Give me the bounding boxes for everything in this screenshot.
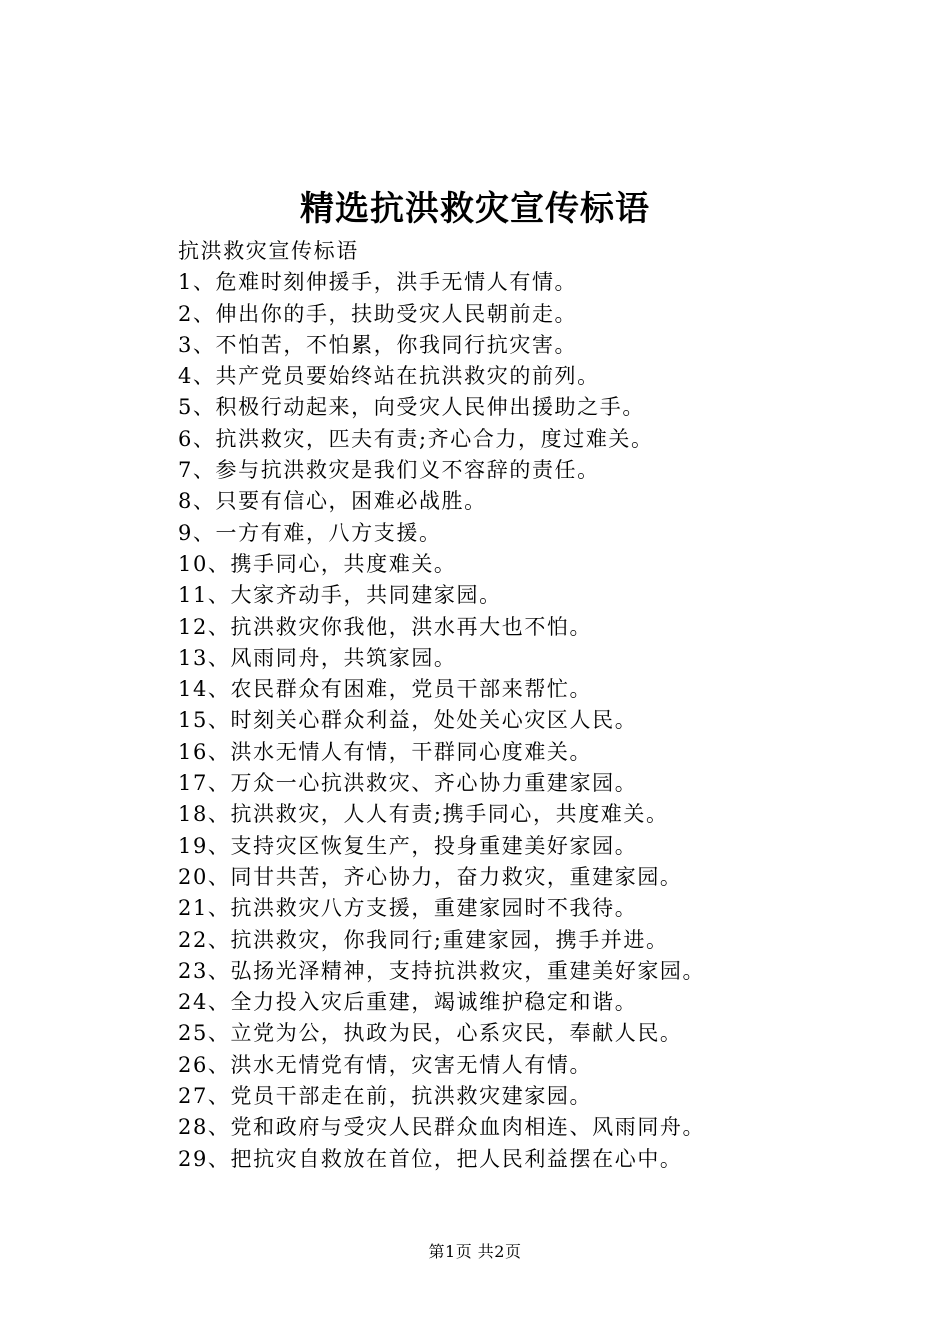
slogan-line: 29、把抗灾自救放在首位，把人民利益摆在心中。 [178, 1146, 683, 1171]
document-body [178, 236, 938, 1175]
slogan-line: 24、全力投入灾后重建，竭诚维护稳定和谐。 [178, 990, 638, 1015]
slogan-line: 10、携手同心，共度难关。 [178, 551, 457, 576]
slogan-line: 1、危难时刻伸援手，洪手无情人有情。 [178, 270, 578, 295]
slogan-line: 25、立党为公，执政为民，心系灾民，奉献人民。 [178, 1021, 683, 1046]
slogan-line: 14、农民群众有困难，党员干部来帮忙。 [178, 677, 593, 702]
slogan-line: 18、抗洪救灾，人人有责;携手同心，共度难关。 [178, 802, 669, 827]
slogan-line: 2、伸出你的手，扶助受灾人民朝前走。 [178, 301, 578, 326]
slogan-line: 19、支持灾区恢复生产，投身重建美好家园。 [178, 833, 638, 858]
document-subtitle: 抗洪救灾宣传标语 [178, 239, 359, 263]
slogan-line: 20、同甘共苦，齐心协力，奋力救灾，重建家园。 [178, 864, 683, 889]
slogan-line: 11、大家齐动手，共同建家园。 [178, 583, 502, 608]
slogan-line: 26、洪水无情党有情，灾害无情人有情。 [178, 1052, 593, 1077]
slogan-line: 8、只要有信心，困难必战胜。 [178, 489, 487, 514]
slogan-line: 5、积极行动起来，向受灾人民伸出援助之手。 [178, 395, 645, 420]
slogan-line: 15、时刻关心群众利益，处处关心灾区人民。 [178, 708, 638, 733]
slogan-line: 12、抗洪救灾你我他，洪水再大也不怕。 [178, 614, 593, 639]
slogan-line: 13、风雨同舟，共筑家园。 [178, 645, 457, 670]
slogan-line: 16、洪水无情人有情，干群同心度难关。 [178, 739, 593, 764]
slogan-line: 9、一方有难，八方支援。 [178, 520, 442, 545]
slogan-line: 17、万众一心抗洪救灾、齐心协力重建家园。 [178, 771, 638, 796]
slogan-line: 21、抗洪救灾八方支援，重建家园时不我待。 [178, 896, 638, 921]
page-number-footer: 第1页 共2页 [428, 1242, 522, 1261]
slogan-line: 3、不怕苦，不怕累，你我同行抗灾害。 [178, 332, 578, 357]
document-title: 精选抗洪救灾宣传标语 [300, 189, 650, 229]
slogan-line: 4、共产党员要始终站在抗洪救灾的前列。 [178, 364, 600, 389]
slogan-line: 6、抗洪救灾，匹夫有责;齐心合力，度过难关。 [178, 426, 654, 451]
slogan-line: 7、参与抗洪救灾是我们义不容辞的责任。 [178, 458, 600, 483]
slogan-line: 28、党和政府与受灾人民群众血肉相连、风雨同舟。 [178, 1115, 706, 1140]
slogan-line: 27、党员干部走在前，抗洪救灾建家园。 [178, 1084, 593, 1109]
slogan-line: 22、抗洪救灾，你我同行;重建家园，携手并进。 [178, 927, 669, 952]
slogan-line: 23、弘扬光泽精神，支持抗洪救灾，重建美好家园。 [178, 958, 706, 983]
